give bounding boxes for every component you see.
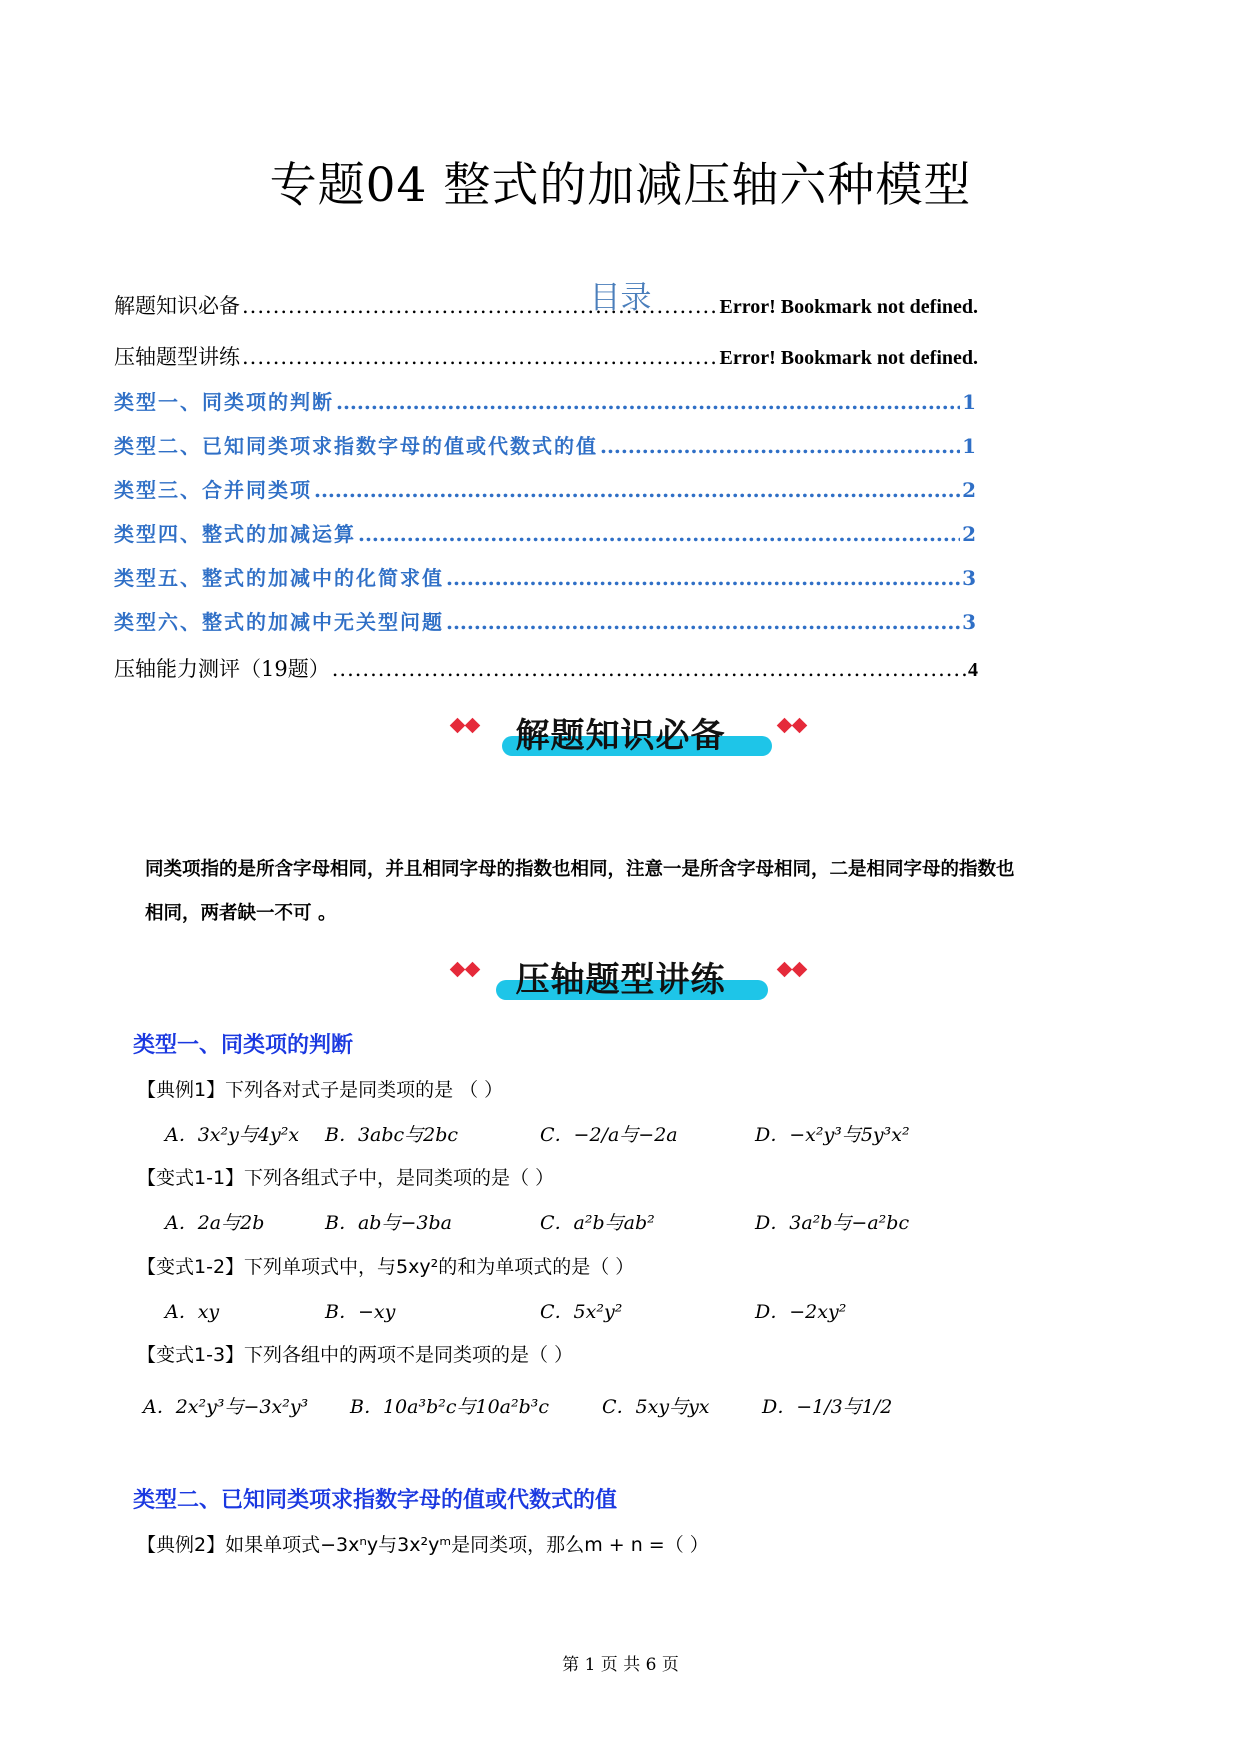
toc-item-type1[interactable]: 类型一、同类项的判断 ..... 1 [114, 386, 978, 415]
variant-1-3-option-a[interactable]: A．2x²y³与−3x²y³ [143, 1396, 309, 1418]
toc-item-test[interactable]: 压轴能力测评（19题） ..... 4 [114, 653, 978, 683]
example-1-option-d[interactable]: D．−x²y³与5y³x² [755, 1124, 910, 1146]
toc-item-type4[interactable]: 类型四、整式的加减运算 ..... 2 [114, 518, 978, 547]
toc-item-knowledge[interactable]: 解题知识必备 ..... Error! Bookmark not defined. [114, 290, 978, 320]
toc-item-practice[interactable]: 压轴题型讲练 ..... Error! Bookmark not defined. [114, 341, 978, 371]
variant-1-2-option-b[interactable]: B．−xy [325, 1301, 396, 1323]
toc-item-type6[interactable]: 类型六、整式的加减中无关型问题 ..... 3 [114, 606, 978, 635]
page-footer: 第 1 页 共 6 页 [562, 1655, 679, 1675]
variant-1-1-option-b[interactable]: B．ab与−3ba [325, 1212, 452, 1234]
example-1-option-a[interactable]: A．3x²y与4y²x [165, 1124, 300, 1146]
banner-title: 压轴题型讲练 [515, 960, 726, 1000]
knowledge-paragraph: 同类项指的是所含字母相同，并且相同字母的指数也相同，注意一是所含字母相同，二是相同字母的指数也 相同，两者缺一不可 。 [145, 859, 1015, 924]
example-1-option-b[interactable]: B．3abc与2bc [325, 1124, 459, 1146]
toc-heading: 目录 [589, 280, 652, 316]
variant-1-3-stem: 【变式1-3】下列各组中的两项不是同类项的是（ ） [137, 1344, 574, 1366]
toc-item-type5[interactable]: 类型五、整式的加减中的化简求值 ..... 3 [114, 562, 978, 591]
banner-title: 解题知识必备 [515, 716, 726, 756]
section-heading-type2: 类型二、已知同类项求指数字母的值或代数式的值 [133, 1488, 618, 1513]
example-2-stem: 【典例2】如果单项式−3xⁿy与3x²yᵐ是同类项，那么m + n =（ ） [137, 1534, 709, 1556]
variant-1-3-option-d[interactable]: D．−1/3与1/2 [762, 1396, 893, 1418]
example-1-stem: 【典例1】下列各对式子是同类项的是 （ ） [137, 1079, 504, 1101]
variant-1-2-stem: 【变式1-2】下列单项式中，与5xy²的和为单项式的是（ ） [137, 1256, 635, 1278]
variant-1-2-option-a[interactable]: A．xy [165, 1301, 220, 1323]
document-title: 专题04 整式的加减压轴六种模型 [269, 158, 972, 213]
variant-1-3-option-c[interactable]: C．5xy与yx [602, 1396, 710, 1418]
variant-1-1-option-d[interactable]: D．3a²b与−a²bc [755, 1212, 910, 1234]
variant-1-3-option-b[interactable]: B．10a³b²c与10a²b³c [350, 1396, 550, 1418]
toc-item-type3[interactable]: 类型三、合并同类项 ..... 2 [114, 474, 978, 503]
banner-practice [0, 948, 1241, 1008]
toc-item-type2[interactable]: 类型二、已知同类项求指数字母的值或代数式的值 ..... 1 [114, 430, 978, 459]
variant-1-2-option-c[interactable]: C．5x²y² [540, 1301, 623, 1323]
banner-knowledge [0, 704, 1241, 764]
variant-1-1-option-a[interactable]: A．2a与2b [165, 1212, 265, 1234]
example-1-option-c[interactable]: C．−2/a与−2a [540, 1124, 678, 1146]
variant-1-2-option-d[interactable]: D．−2xy² [755, 1301, 847, 1323]
variant-1-1-option-c[interactable]: C．a²b与ab² [540, 1212, 655, 1234]
variant-1-1-stem: 【变式1-1】下列各组式子中，是同类项的是（ ） [137, 1167, 555, 1189]
section-heading-type1: 类型一、同类项的判断 [133, 1033, 354, 1058]
